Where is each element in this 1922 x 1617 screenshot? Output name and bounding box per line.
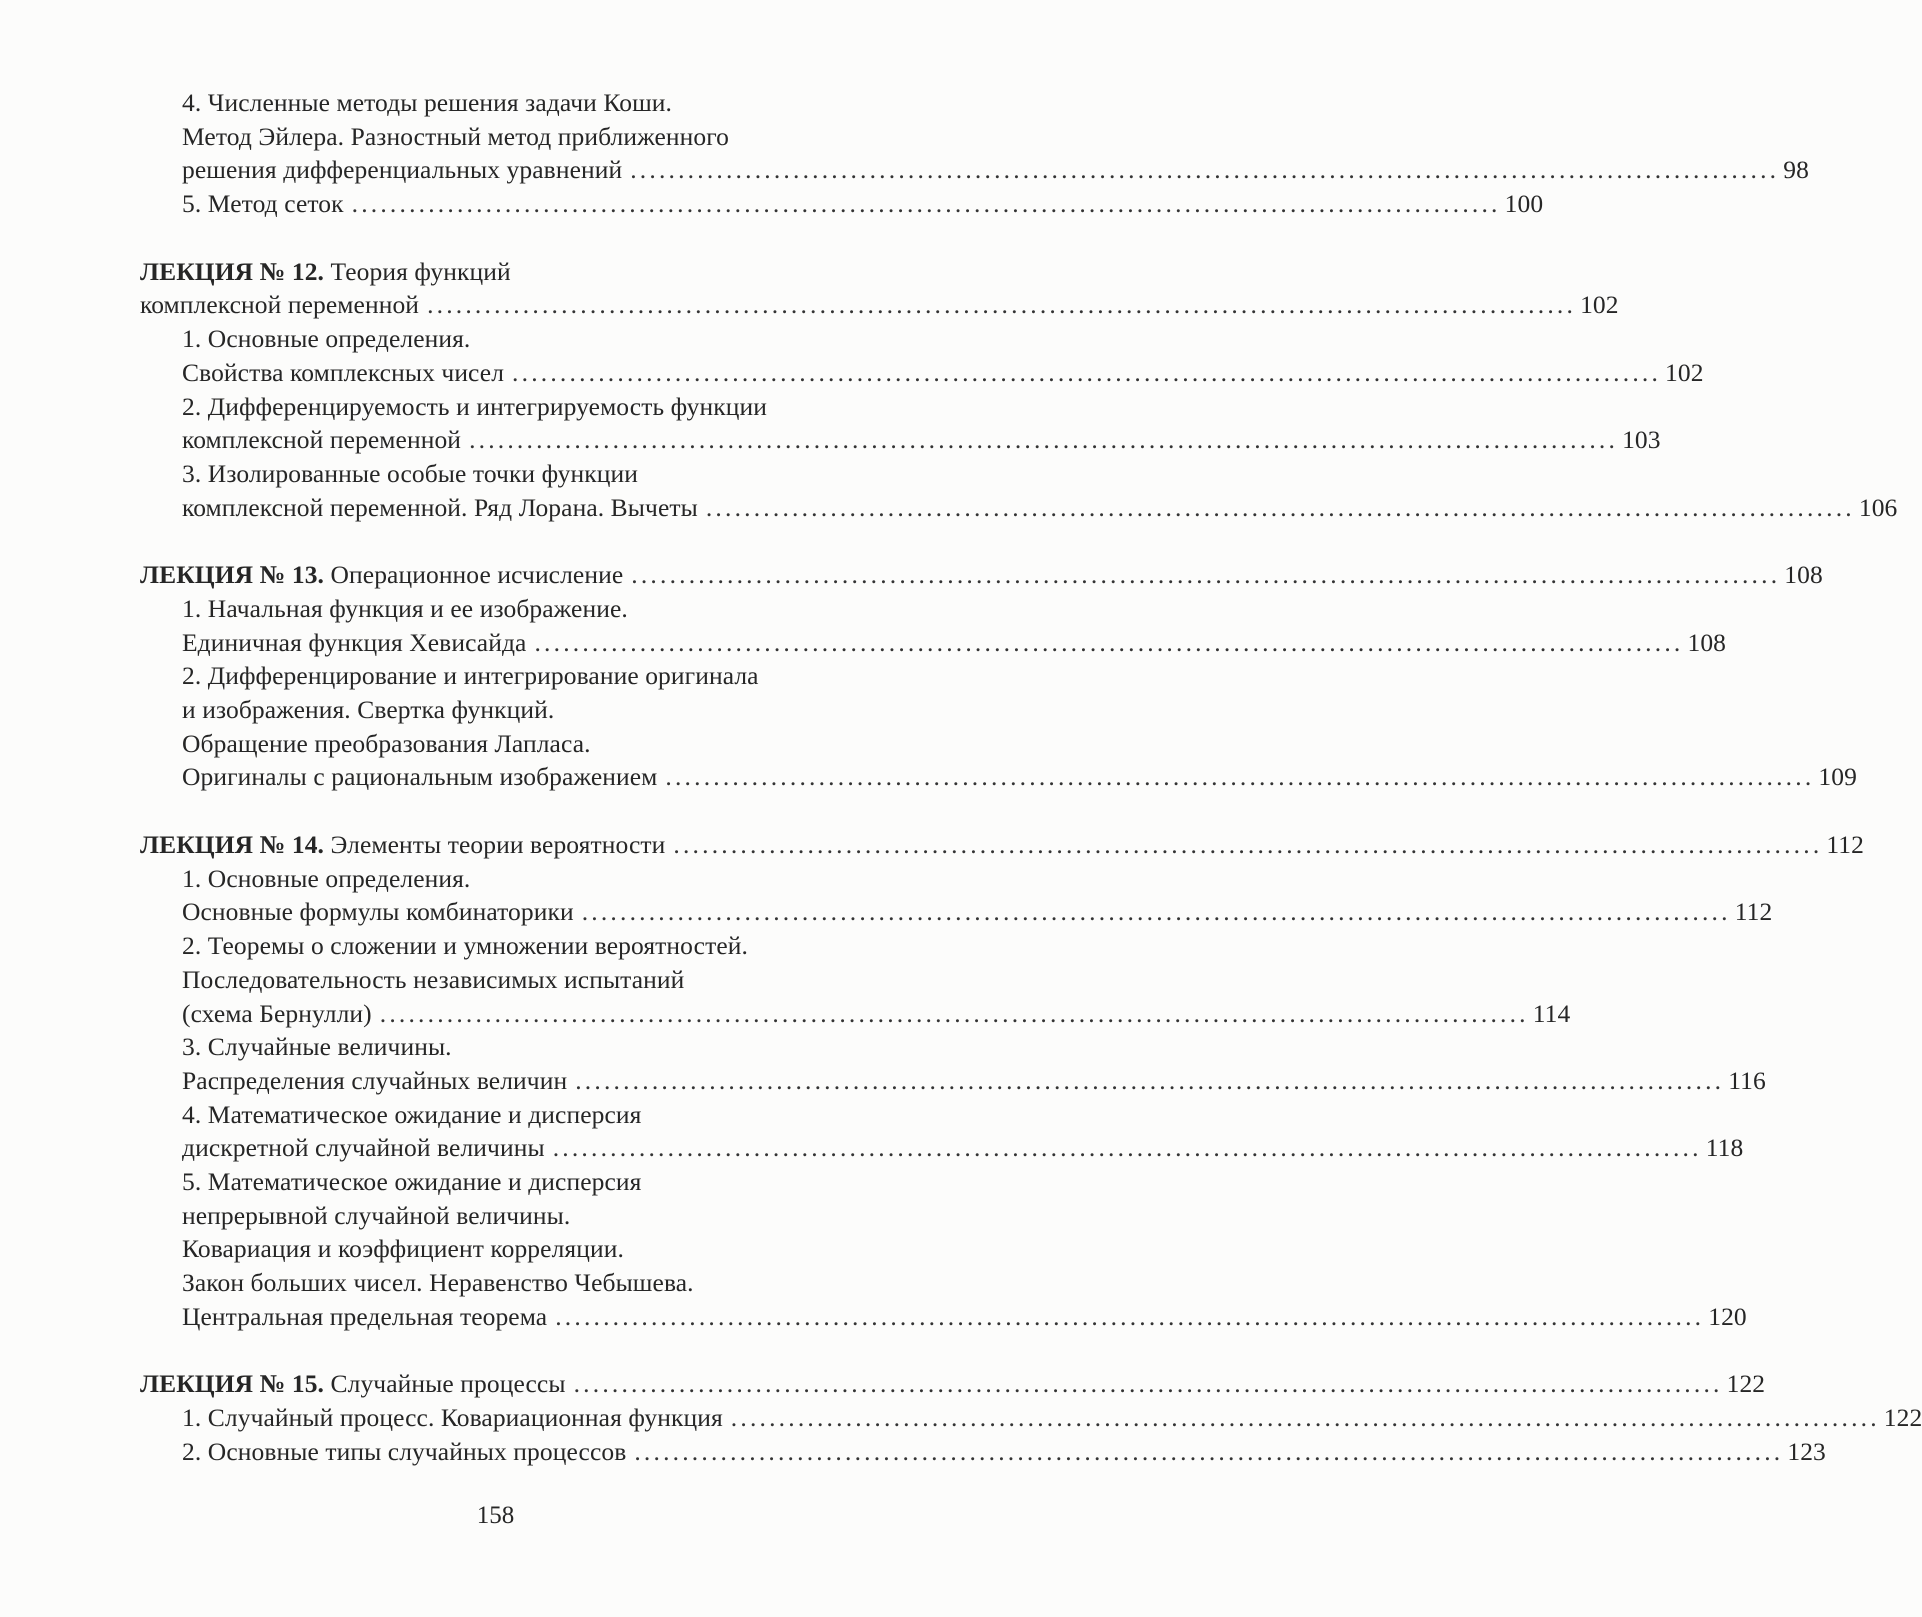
dot-leader: ........................................................................................................................ (673, 830, 1823, 860)
entry-page-number: 100 (1504, 189, 1544, 219)
toc-entry (182, 626, 1727, 660)
entry-title: Ковариация и коэффициент корреляции. (182, 1234, 624, 1264)
entry-title: Метод Эйлера. Разностный метод приближенного (182, 121, 730, 151)
lecture-label: ЛЕКЦИЯ № 15. (140, 1369, 325, 1399)
entry-page-number: 106 (1858, 492, 1898, 522)
toc-entry (182, 1131, 1744, 1165)
page-number: 158 (476, 1502, 515, 1529)
entry-page-number: 102 (1665, 357, 1704, 387)
toc-entry (182, 1098, 931, 1132)
entry-page-number: 116 (1728, 1065, 1766, 1095)
toc-entry (182, 693, 931, 727)
entry-title: (схема Бернулли) (182, 998, 372, 1028)
entry-title: комплексной переменной (140, 290, 420, 320)
toc-entry (182, 1232, 931, 1266)
toc-entry (182, 929, 931, 963)
toc-entry (182, 120, 931, 154)
entry-title: дискретной случайной величины (182, 1133, 545, 1163)
toc-entry (182, 1435, 1826, 1469)
toc-entry (182, 491, 1898, 525)
entry-title: Основные формулы комбинаторики (182, 897, 574, 927)
entry-title: 2. Теоремы о сложении и умножении вероятностей. (182, 931, 748, 961)
entry-page-number: 123 (1787, 1436, 1826, 1466)
entry-page-number: 102 (1580, 290, 1619, 320)
toc-entry (182, 322, 931, 356)
entry-title: Закон больших чисел. Неравенство Чебышева. (182, 1268, 694, 1297)
toc-entry (182, 457, 931, 491)
entry-title: 4. Численные методы решения задачи Коши. (182, 88, 673, 117)
lecture-heading (140, 1367, 1766, 1401)
dot-leader: ........................................................................................................................ (705, 492, 1855, 522)
entry-title: комплексной переменной. Ряд Лорана. Вычеты (182, 492, 698, 522)
entry-title: Распределения случайных величин (182, 1065, 568, 1095)
entry-page-number: 109 (1818, 762, 1857, 792)
toc-entry (182, 153, 1809, 187)
entry-page-number: 108 (1687, 627, 1727, 657)
toc-entry (182, 187, 1544, 221)
dot-leader: ........................................................................................................................ (552, 1133, 1702, 1163)
entry-page-number: 112 (1826, 830, 1864, 860)
dot-leader: ........................................................................................................................ (665, 762, 1815, 792)
entry-page-number: 120 (1708, 1301, 1747, 1331)
toc-entry (182, 1064, 1766, 1098)
toc-entry (182, 659, 931, 693)
entry-title: Оригиналы с рациональным изображением (182, 762, 658, 792)
entry-title: 4. Математическое ожидание и дисперсия (182, 1099, 642, 1129)
dot-leader: ........................................................................................................................ (730, 1403, 1880, 1433)
entry-title: Свойства комплексных чисел (182, 357, 505, 387)
entry-title: Операционное исчисление (324, 560, 624, 590)
toc-section (0, 255, 1898, 525)
lecture-label: ЛЕКЦИЯ № 13. (140, 560, 325, 590)
toc-section (0, 558, 1857, 794)
toc-entry (182, 963, 931, 997)
toc-entry (140, 288, 1619, 322)
dot-leader: ........................................................................................................................ (631, 560, 1781, 590)
toc-entry (182, 1165, 931, 1199)
entry-title: 3. Изолированные особые точки функции (182, 458, 638, 488)
dot-leader: ........................................................................................................................ (351, 189, 1501, 219)
dot-leader: ........................................................................................................................ (555, 1301, 1705, 1331)
dot-leader: ........................................................................................................................ (534, 627, 1684, 657)
dot-leader: ........................................................................................................................ (630, 155, 1780, 185)
lecture-label: ЛЕКЦИЯ № 14. (140, 830, 325, 860)
toc-section (0, 828, 1864, 1333)
entry-title: Последовательность независимых испытаний (182, 964, 685, 994)
toc-entry (182, 1266, 931, 1300)
entry-page-number: 98 (1783, 155, 1809, 185)
entry-title: Теория функций (324, 256, 511, 286)
entry-title: Центральная предельная теорема (182, 1301, 548, 1331)
entry-title: непрерывной случайной величины. (182, 1200, 571, 1230)
entry-title: 1. Начальная функция и ее изображение. (182, 593, 628, 623)
entry-title: комплексной переменной (182, 425, 462, 455)
toc-entry (182, 895, 1773, 929)
toc-entry (182, 1300, 1747, 1334)
lecture-heading (140, 255, 931, 289)
entry-title: решения дифференциальных уравнений (182, 155, 623, 185)
entry-title: и изображения. Свертка функций. (182, 695, 555, 724)
entry-page-number: 118 (1705, 1133, 1744, 1163)
entry-title: 1. Основные определения. (182, 324, 471, 354)
toc-entry (182, 86, 931, 120)
entry-title: 2. Дифференцируемость и интегрируемость функции (182, 391, 767, 421)
entry-title: 1. Основные определения. (182, 863, 471, 893)
entry-page-number: 103 (1622, 425, 1661, 455)
toc-section (0, 1367, 1922, 1468)
toc-entry (182, 997, 1571, 1031)
entry-title: 2. Основные типы случайных процессов (182, 1436, 627, 1466)
toc-entry (182, 1030, 931, 1064)
entry-title: Элементы теории вероятности (324, 830, 666, 860)
toc-entry (182, 862, 931, 896)
entry-page-number: 108 (1784, 560, 1823, 590)
dot-leader: ........................................................................................................................ (379, 998, 1529, 1028)
entry-page-number: 122 (1726, 1369, 1766, 1399)
entry-title: Обращение преобразования Лапласа. (182, 728, 591, 758)
entry-page-number: 114 (1532, 998, 1571, 1028)
toc-section (0, 86, 1809, 221)
entry-page-number: 122 (1883, 1403, 1922, 1433)
entry-title: 2. Дифференцирование и интегрирование оригинала (182, 661, 759, 691)
toc-entry (182, 727, 931, 761)
dot-leader: ........................................................................................................................ (512, 357, 1662, 387)
entry-page-number: 112 (1734, 897, 1773, 927)
toc-entry (182, 423, 1661, 457)
table-of-contents (0, 86, 1922, 1502)
toc-entry (182, 760, 1857, 794)
entry-title: 3. Случайные величины. (182, 1032, 452, 1062)
toc-entry (182, 1401, 1922, 1435)
toc-entry (182, 592, 931, 626)
lecture-heading (140, 558, 1823, 592)
toc-entry (182, 1199, 931, 1233)
dot-leader: ........................................................................................................................ (573, 1369, 1723, 1399)
dot-leader: ........................................................................................................................ (575, 1065, 1725, 1095)
lecture-heading (140, 828, 1864, 862)
dot-leader: ........................................................................................................................ (469, 425, 1619, 455)
entry-title: 5. Математическое ожидание и дисперсия (182, 1166, 642, 1196)
lecture-label: ЛЕКЦИЯ № 12. (140, 256, 325, 286)
entry-title: 1. Случайный процесс. Ковариационная функция (182, 1403, 723, 1433)
dot-leader: ........................................................................................................................ (581, 897, 1731, 927)
entry-title: Случайные процессы (324, 1369, 566, 1399)
toc-entry (182, 356, 1704, 390)
entry-title: Единичная функция Хевисайда (182, 627, 527, 657)
entry-title: 5. Метод сеток (182, 189, 344, 219)
dot-leader: ........................................................................................................................ (634, 1436, 1784, 1466)
toc-entry (182, 390, 931, 424)
dot-leader: ........................................................................................................................ (427, 290, 1577, 320)
